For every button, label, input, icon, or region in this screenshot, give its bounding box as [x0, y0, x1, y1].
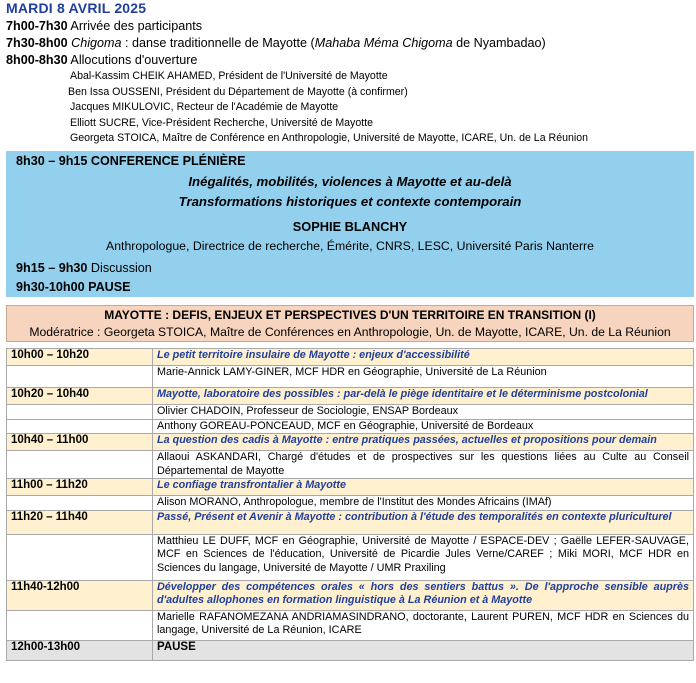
table-row — [7, 388, 694, 405]
plenary-title-line2: Transformations historiques et contexte contemporain — [178, 194, 522, 209]
talk-speakers: Anthony GOREAU-PONCEAUD, MCF en Géographie, Université de Bordeaux — [153, 419, 694, 434]
plenary-block — [6, 151, 694, 297]
schedule-text: Allocutions d'ouverture — [67, 53, 198, 67]
schedule-dance — [6, 35, 546, 52]
session-title: MAYOTTE : DEFIS, ENJEUX ET PERSPECTIVES D'UN TERRITOIRE EN TRANSITION (I) — [104, 308, 596, 322]
table-row — [7, 496, 694, 511]
table-row — [7, 405, 694, 420]
opening-speaker: Elliott SUCRE, Vice-Président Recherche, Université de Mayotte — [70, 116, 374, 129]
opening-speaker: Jacques MIKULOVIC, Recteur de l'Académie de Mayotte — [70, 101, 339, 113]
table-row — [7, 419, 694, 434]
program-table — [6, 348, 694, 661]
schedule-text: Arrivée des participants — [67, 19, 203, 33]
empty-cell — [7, 405, 153, 420]
opening-speaker: Georgeta STOICA, Maître de Conférence en Anthropologie, Université de Mayotte, ICARE, Un. de La Réunion — [70, 132, 589, 144]
plenary-speaker: SOPHIE BLANCHY — [292, 219, 408, 234]
schedule-text: de Nyambadao) — [452, 36, 546, 50]
plenary-title-line1: Inégalités, mobilités, violences à Mayotte et au-delà — [188, 174, 512, 189]
talk-speakers: Alison MORANO, Anthropologue, membre de l'Institut des Mondes Africains (IMAf) — [153, 496, 694, 511]
discussion-label: Discussion — [87, 261, 152, 275]
table-row — [7, 434, 694, 451]
dance-title: Mahaba Méma Chigoma — [314, 36, 453, 50]
plenary-heading: 8h30 – 9h15 CONFERENCE PLÉNIÈRE — [16, 154, 246, 168]
table-row — [7, 640, 694, 660]
talk-title: Le petit territoire insulaire de Mayotte : enjeux d'accessibilité — [153, 349, 694, 366]
schedule-opening — [6, 52, 197, 69]
empty-cell — [7, 610, 153, 640]
opening-speaker: Ben Issa OUSSENI, Président du Département de Mayotte (à confirmer) — [68, 85, 408, 98]
slot-time: 10h40 – 11h00 — [7, 434, 153, 451]
schedule-time: 7h00-7h30 — [6, 19, 68, 33]
pause-label: PAUSE — [153, 640, 694, 660]
slot-time: 11h40-12h00 — [7, 580, 153, 610]
day-title: MARDI 8 AVRIL 2025 — [6, 0, 147, 16]
empty-cell — [7, 451, 153, 479]
talk-title: Développer des compétences orales « hors des sentiers battus ». De l'approche sensible auprès d'adultes allophones en formation linguistique à La Réunion et à Mayotte — [153, 580, 694, 610]
schedule-arrival — [6, 18, 202, 35]
dance-name: Chigoma — [71, 36, 122, 50]
talk-speakers: Marie-Annick LAMY-GINER, MCF HDR en Géographie, Université de La Réunion — [153, 366, 694, 388]
schedule-text: : danse traditionnelle de Mayotte ( — [121, 36, 315, 50]
schedule-time: 7h30-8h00 — [6, 36, 68, 50]
discussion-line — [16, 261, 152, 275]
discussion-time: 9h15 – 9h30 — [16, 261, 88, 275]
slot-time: 10h00 – 10h20 — [7, 349, 153, 366]
table-row — [7, 534, 694, 580]
slot-time: 11h20 – 11h40 — [7, 510, 153, 534]
talk-speakers: Allaoui ASKANDARI, Chargé d'études et de prospectives sur les questions liées au Culte au Conseil Départemental de Mayotte — [153, 451, 694, 479]
table-row — [7, 479, 694, 496]
session-header — [6, 305, 694, 342]
pause-line: 9h30-10h00 PAUSE — [16, 280, 131, 294]
table-row — [7, 510, 694, 534]
talk-title: Mayotte, laboratoire des possibles : par-delà le piège identitaire et le déterminisme postcolonial — [153, 388, 694, 405]
slot-time: 11h00 – 11h20 — [7, 479, 153, 496]
slot-time: 10h20 – 10h40 — [7, 388, 153, 405]
table-row — [7, 349, 694, 366]
talk-speakers: Marielle RAFANOMEZANA ANDRIAMASINDRANO, doctorante, Laurent PUREN, MCF HDR en Sciences du langage, Université de La Réunion, ICARE — [153, 610, 694, 640]
schedule-time: 8h00-8h30 — [6, 53, 68, 67]
empty-cell — [7, 534, 153, 580]
talk-speakers: Olivier CHADOIN, Professeur de Sociologie, ENSAP Bordeaux — [153, 405, 694, 420]
talk-title: Passé, Présent et Avenir à Mayotte : contribution à l'étude des temporalités en contexte pluriculturel — [153, 510, 694, 534]
talk-title: La question des cadis à Mayotte : entre pratiques passées, actuelles et propositions pour demain — [153, 434, 694, 451]
talk-title: Le confiage transfrontalier à Mayotte — [153, 479, 694, 496]
table-row — [7, 366, 694, 388]
table-row — [7, 610, 694, 640]
table-row — [7, 451, 694, 479]
plenary-affiliation: Anthropologue, Directrice de recherche, Émérite, CNRS, LESC, Université Paris Nanterre — [106, 239, 594, 253]
empty-cell — [7, 366, 153, 388]
session-moderator: Modératrice : Georgeta STOICA, Maître de Conférences en Anthropologie, Un. de Mayotte, ICARE, Un. de La Réunion — [29, 325, 671, 339]
talk-speakers: Matthieu LE DUFF, MCF en Géographie, Université de Mayotte / ESPACE-DEV ; Gaëlle LEFER-SAUVAGE, MCF en Sciences de l'éducation, Université de Picardie Jules Verne/CAREF ; Miki MORI, MCF HDR en Sciences du langage, Université de Mayotte / UMR Praxiling — [153, 534, 694, 580]
table-row — [7, 580, 694, 610]
empty-cell — [7, 419, 153, 434]
empty-cell — [7, 496, 153, 511]
slot-time: 12h00-13h00 — [7, 640, 153, 660]
opening-speaker: Abal-Kassim CHEIK AHAMED, Président de l'Université de Mayotte — [70, 70, 388, 82]
